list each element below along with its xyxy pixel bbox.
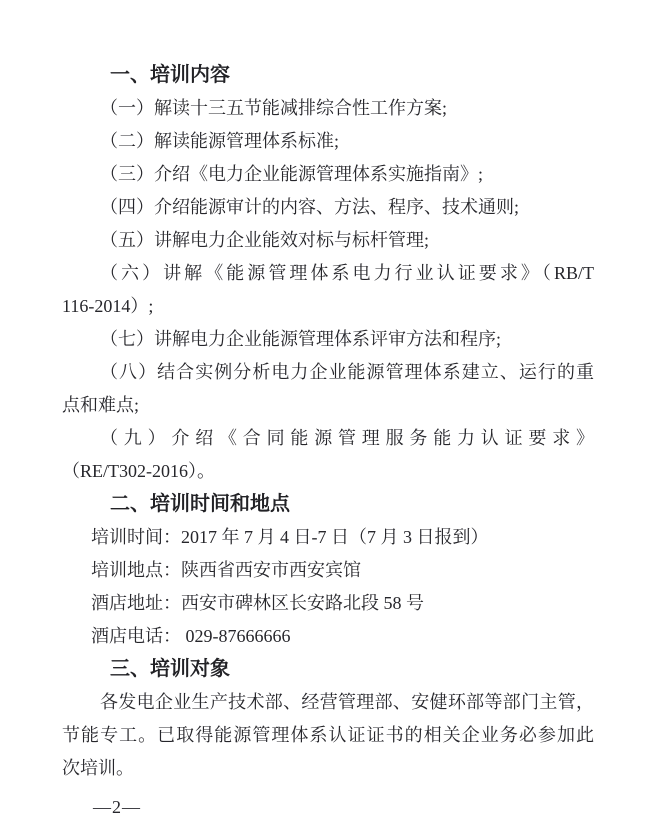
item-1-line-1: （一）解读十三五节能减排综合性工作方案; [100,98,447,118]
info-training-place-line-1: 培训地点：陕西省西安市西安宾馆 [91,560,361,580]
info-hotel-phone-line-1: 酒店电话： 029-87666666 [91,626,291,646]
item-4-line-1: （四）介绍能源审计的内容、方法、程序、技术通则; [100,197,519,217]
heading-training-content-line-1: 一、培训内容 [110,64,230,86]
info-training-time-line-1: 培训时间：2017 年 7 月 4 日-7 日（7 月 3 日报到） [91,527,489,547]
item-9-line-1: （九）介绍《合同能源管理服务能力认证要求》 [100,428,594,448]
para-audience-line-3: 次培训。 [62,758,134,778]
para-audience-line-2: 节能专工。已取得能源管理体系认证证书的相关企业务必参加此 [62,725,594,745]
info-hotel-address-line-1: 酒店地址：西安市碑林区长安路北段 58 号 [91,593,424,613]
heading-training-audience-line-1: 三、培训对象 [110,658,230,680]
heading-time-place-line-1: 二、培训时间和地点 [110,493,290,515]
item-5-line-1: （五）讲解电力企业能效对标与标杆管理; [100,230,429,250]
document-body [62,59,594,785]
para-audience-line-1: 各发电企业生产技术部、经营管理部、安健环部等部门主管， [100,692,594,712]
page-number: —2— [93,797,141,817]
item-8-line-2: 点和难点; [62,395,140,415]
item-3-line-1: （三）介绍《电力企业能源管理体系实施指南》; [100,164,483,184]
item-8-line-1: （八）结合实例分析电力企业能源管理体系建立、运行的重 [100,362,594,382]
item-2-line-1: （二）解读能源管理体系标准; [100,131,339,151]
item-7-line-1: （七）讲解电力企业能源管理体系评审方法和程序; [100,329,501,349]
item-9-line-2: （RE/T302-2016）。 [62,461,215,481]
item-6-line-1: （六）讲解《能源管理体系电力行业认证要求》（RB/T [100,263,594,283]
item-6-line-2: 116-2014）; [62,296,154,316]
